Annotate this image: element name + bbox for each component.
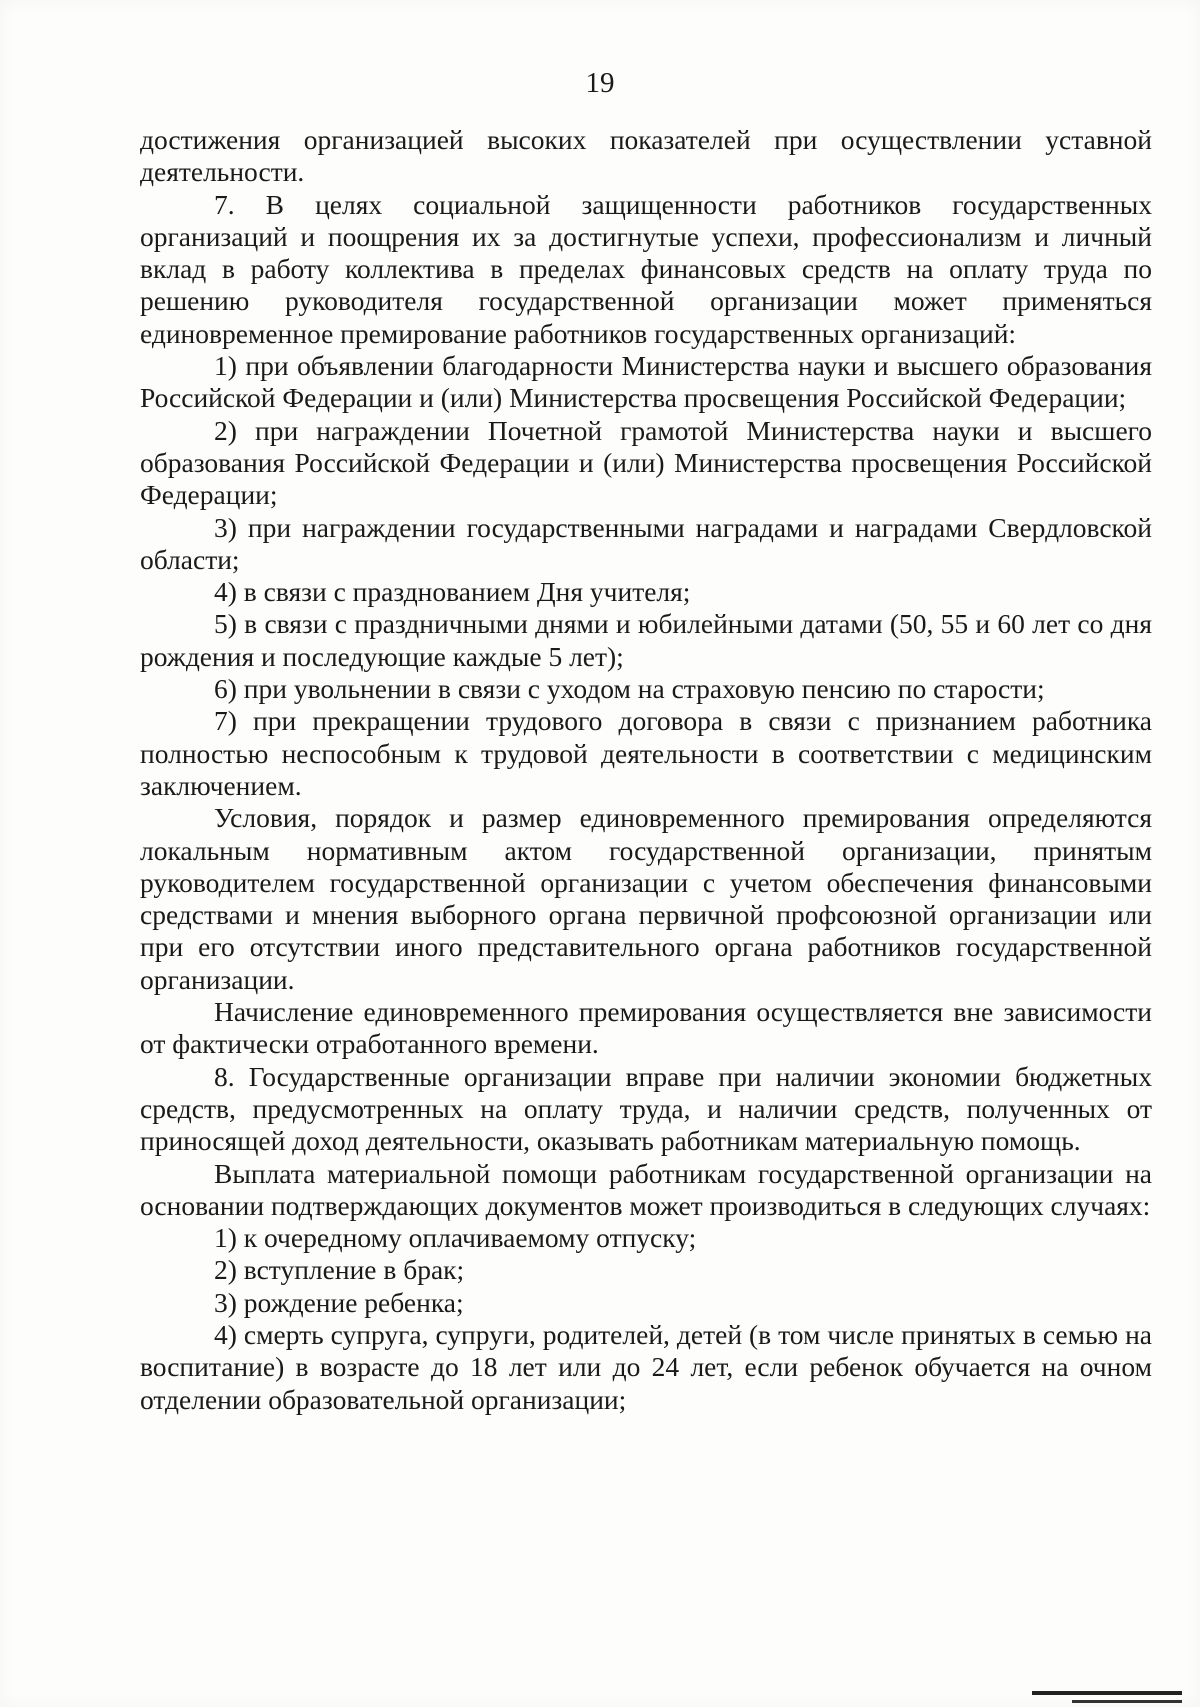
paragraph-subitem-2: 2) при награждении Почетной грамотой Министерства науки и высшего образования Российской Федерации и (или) Министерства просвещения Российской Федерации; (140, 414, 1152, 511)
paragraph-item-7: 7. В целях социальной защищенности работников государственных организаций и поощрения их за достигнутые успехи, профессионализм и личный вклад в работу коллектива в пределах финансовых средств на оплату труда по решению руководителя государственной организации может применяться единовременное премирование работников государственных организаций: (140, 188, 1152, 349)
paragraph-subitem-6: 6) при увольнении в связи с уходом на страховую пенсию по старости; (214, 673, 1045, 705)
paragraph-continuation: достижения организацией высоких показателей при осуществлении уставной деятельности. (140, 124, 1152, 188)
paragraph-aid-case-1: 1) к очередному оплачиваемому отпуску; (214, 1222, 697, 1254)
paragraph-accrual: Начисление единовременного премирования осуществляется вне зависимости от фактически отработанного времени. (140, 996, 1152, 1060)
paragraph-conditions: Условия, порядок и размер единовременного премирования определяются локальным нормативным актом государственной организации, принятым руководителем государственной организации с учетом обеспечения финансовыми средствами и мнения выборного органа первичной профсоюзной организации или при его отсутствии иного представительного органа работников государственной организации. (140, 802, 1152, 995)
paragraph-subitem-4: 4) в связи с празднованием Дня учителя; (214, 576, 691, 608)
corner-mark-secondary (1072, 1700, 1182, 1703)
document-body (140, 124, 1152, 1416)
paragraph-aid-case-3: 3) рождение ребенка; (214, 1286, 464, 1318)
page-number: 19 (585, 67, 615, 99)
paragraph-aid-case-2: 2) вступление в брак; (214, 1254, 465, 1286)
paragraph-aid-case-4: 4) смерть супруга, супруги, родителей, детей (в том числе принятых в семью на воспитание) в возрасте до 18 лет или до 24 лет, если ребенок обучается на очном отделении образовательной организации; (140, 1318, 1152, 1415)
corner-mark (1032, 1691, 1182, 1695)
paragraph-subitem-7: 7) при прекращении трудового договора в связи с признанием работника полностью неспособным к трудовой деятельности в соответствии с медицинским заключением. (140, 705, 1152, 801)
paragraph-subitem-1: 1) при объявлении благодарности Министерства науки и высшего образования Российской Федерации и (или) Министерства просвещения Российской Федерации; (140, 350, 1152, 414)
paragraph-material-aid: Выплата материальной помощи работникам государственной организации на основании подтверждающих документов может производиться в следующих случаях: (140, 1157, 1152, 1221)
paragraph-subitem-3: 3) при награждении государственными наградами и наградами Свердловской области; (140, 511, 1152, 575)
paragraph-item-8: 8. Государственные организации вправе при наличии экономии бюджетных средств, предусмотренных на оплату труда, и наличии средств, полученных от приносящей доход деятельности, оказывать работникам материальную помощь. (140, 1060, 1152, 1157)
paragraph-subitem-5: 5) в связи с праздничными днями и юбилейными датами (50, 55 и 60 лет со дня рождения и последующие каждые 5 лет); (140, 608, 1152, 672)
